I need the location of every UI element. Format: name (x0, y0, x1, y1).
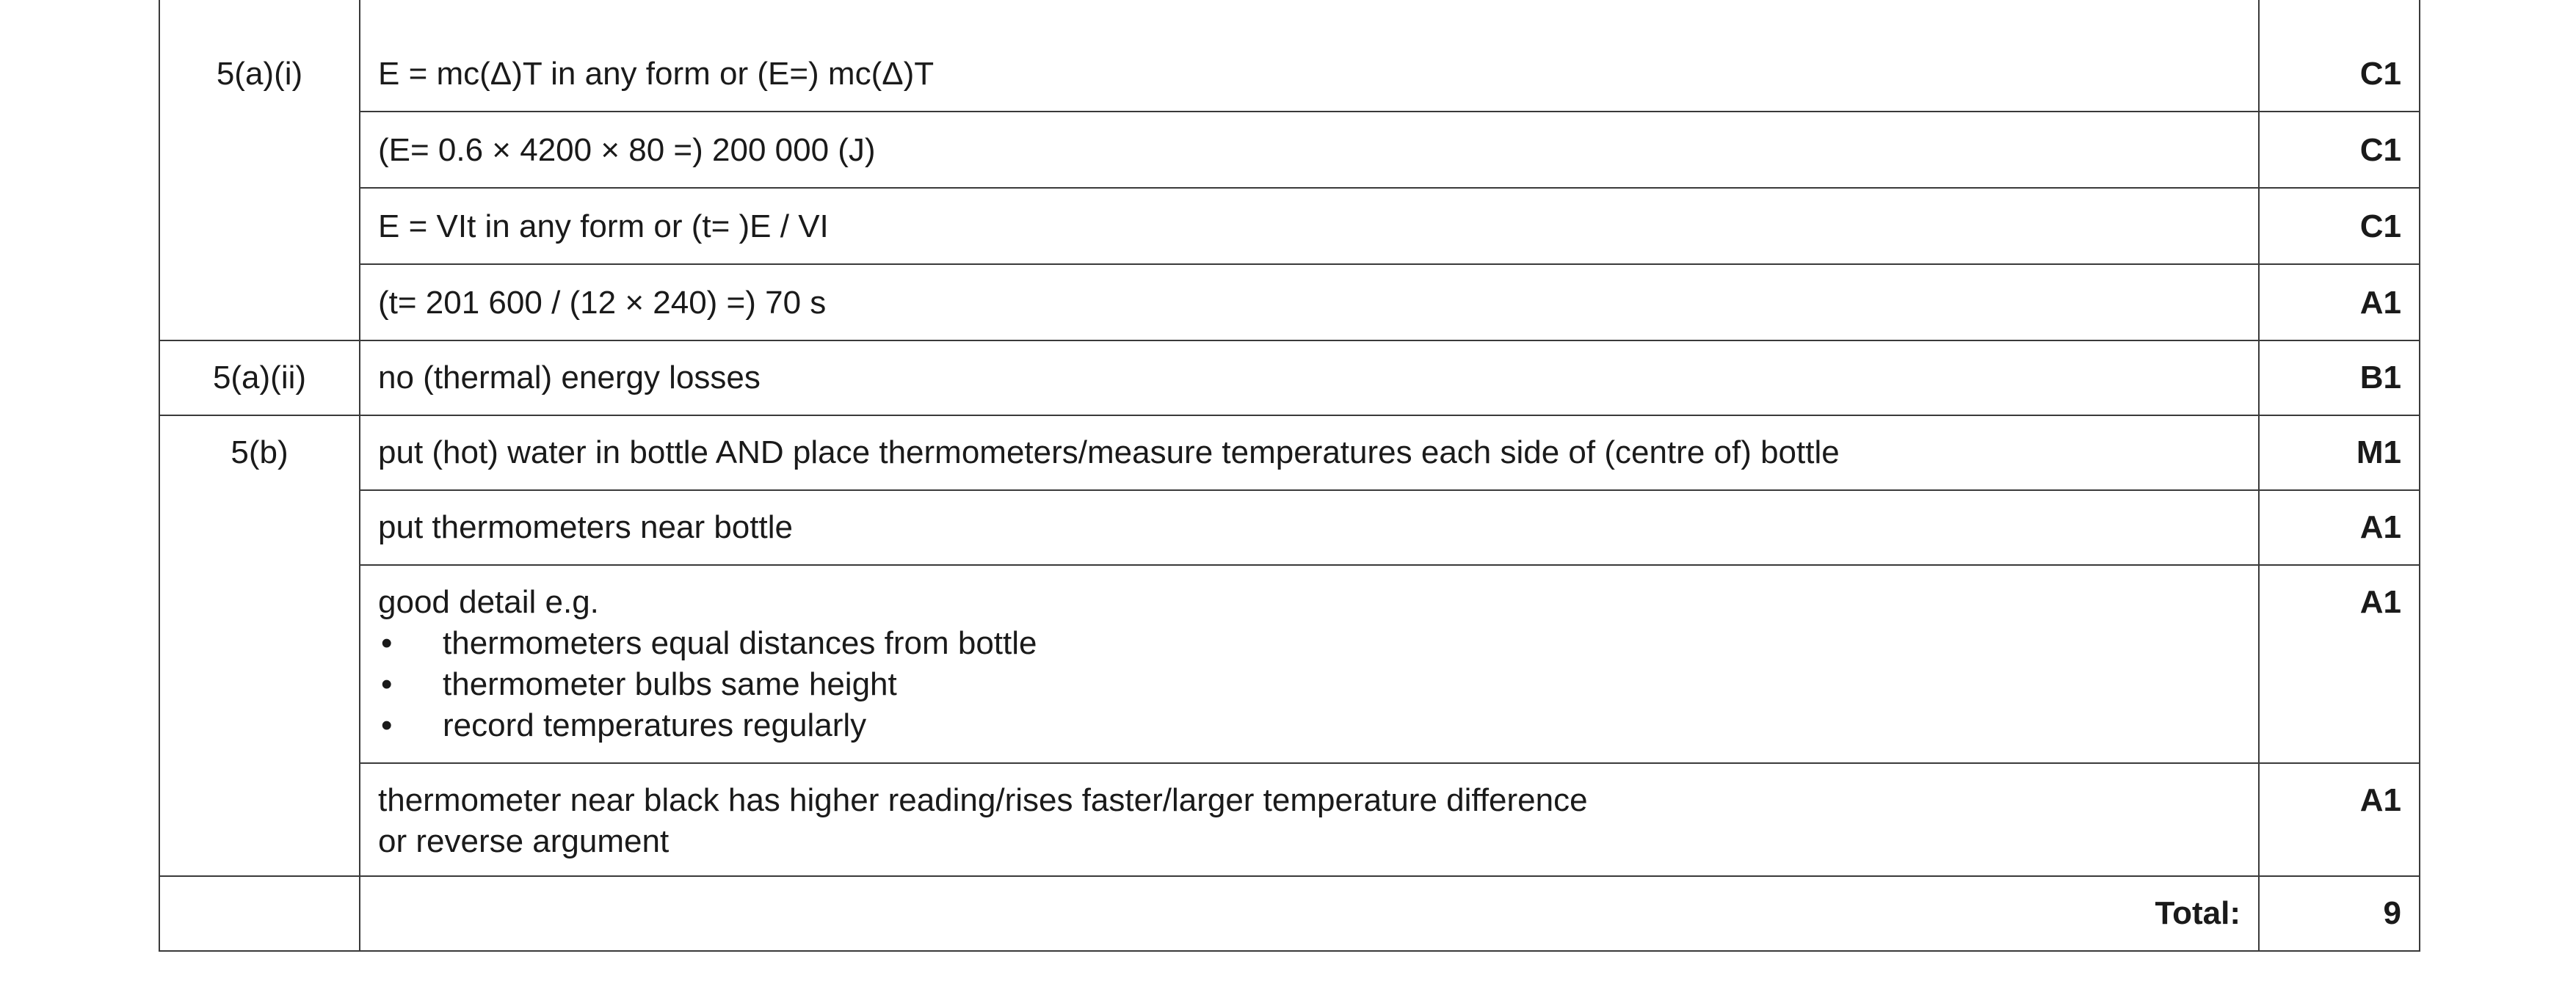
answer-cell: no (thermal) energy losses (360, 340, 2259, 415)
table-row (159, 188, 2420, 264)
answer-cell: E = VIt in any form or (t= )E / VI (360, 188, 2259, 264)
mark-cell: A1 (2259, 763, 2420, 876)
mark-cell: A1 (2259, 264, 2420, 340)
mark-scheme-table (159, 0, 2420, 952)
mark-cell: M1 (2259, 415, 2420, 490)
table-row (159, 490, 2420, 565)
mark-cell: C1 (2259, 0, 2420, 112)
answer-cell: E = mc(Δ)T in any form or (E=) mc(Δ)T (360, 0, 2259, 112)
mark-cell: C1 (2259, 112, 2420, 188)
table-row (159, 264, 2420, 340)
answer-cell: (t= 201 600 / (12 × 240) =) 70 s (360, 264, 2259, 340)
bullet-icon: • (381, 707, 393, 743)
mark-cell: B1 (2259, 340, 2420, 415)
table-row (159, 565, 2420, 763)
question-number: 5(a)(i) (159, 0, 360, 340)
total-value: 9 (2259, 876, 2420, 951)
answer-cell: put (hot) water in bottle AND place thermometers/measure temperatures each side of (centre of) bottle (360, 415, 2259, 490)
table-row (159, 340, 2420, 415)
question-number: 5(a)(ii) (159, 340, 360, 415)
mark-cell: C1 (2259, 188, 2420, 264)
list-item: • thermometers equal distances from bottle (378, 623, 2241, 664)
bullet-list (378, 623, 2241, 746)
table-row (159, 763, 2420, 876)
bullet-icon: • (381, 666, 393, 702)
table-row (159, 112, 2420, 188)
table-row (159, 0, 2420, 112)
bullet-icon: • (381, 625, 393, 661)
answer-cell: put thermometers near bottle (360, 490, 2259, 565)
total-row (159, 876, 2420, 951)
answer-cell: thermometer near black has higher reading/rises faster/larger temperature difference or reverse argument (360, 763, 2259, 876)
total-label: Total: (360, 876, 2259, 951)
table-row (159, 415, 2420, 490)
list-item: • thermometer bulbs same height (378, 664, 2241, 705)
answer-cell: good detail e.g. • thermometers equal distances from bottle • thermometer bulbs same height • record temperatures regularly (360, 565, 2259, 763)
empty-question-cell (159, 876, 360, 951)
answer-cell: (E= 0.6 × 4200 × 80 =) 200 000 (J) (360, 112, 2259, 188)
list-item: • record temperatures regularly (378, 705, 2241, 746)
mark-cell: A1 (2259, 490, 2420, 565)
question-number: 5(b) (159, 415, 360, 876)
mark-cell: A1 (2259, 565, 2420, 763)
